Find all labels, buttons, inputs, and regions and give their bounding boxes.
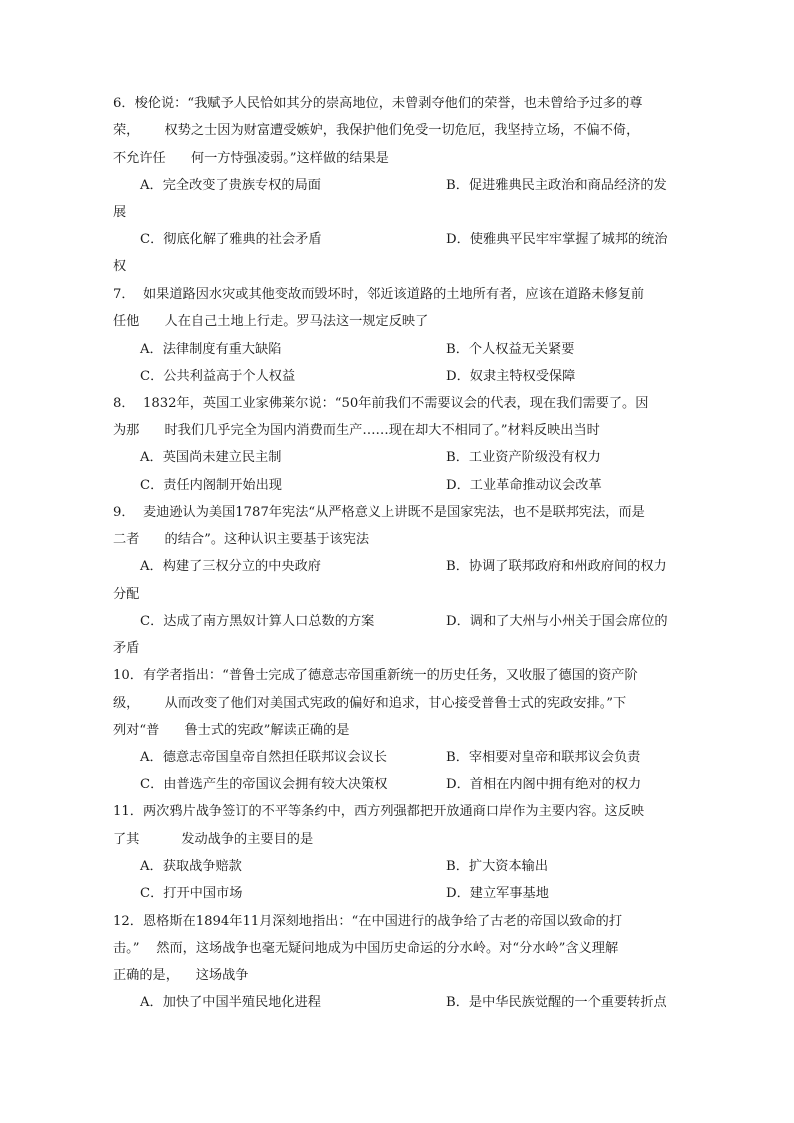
question-12-stem-line-1: 12．恩格斯在1894年11月深刻地指出：“在中国进行的战争给了古老的帝国以致命的打 bbox=[113, 914, 623, 929]
question-10-option-b: B．宰相要对皇帝和联邦议会负责 bbox=[446, 750, 641, 765]
question-9-stem-line-1: 9． 麦迪逊认为美国1787年宪法“从严格意义上讲既不是国家宪法，也不是联邦宪法，而是 bbox=[113, 505, 645, 520]
question-11-option-c: C．打开中国市场 bbox=[140, 886, 243, 901]
question-6-stem-line-2: 荣， 权势之士因为财富遭受嫉妒，我保护他们免受一切危厄，我坚持立场，不偏不倚， bbox=[113, 123, 640, 138]
question-9-option-b-wrap: 分配 bbox=[113, 587, 140, 602]
question-6-option-a: A．完全改变了贵族专权的局面 bbox=[140, 178, 321, 193]
question-8-option-c: C．责任内阁制开始出现 bbox=[140, 478, 282, 493]
question-10-stem-line-3: 列对“普 鲁士式的宪政”解读正确的是 bbox=[113, 723, 350, 738]
question-8-stem-line-2: 为那 时我们几乎完全为国内消费而生产……现在却大不相同了。”材料反映出当时 bbox=[113, 423, 600, 438]
question-6-option-c: C．彻底化解了雅典的社会矛盾 bbox=[140, 232, 322, 247]
question-7-option-c: C．公共利益高于个人权益 bbox=[140, 369, 296, 384]
question-9-option-a: A．构建了三权分立的中央政府 bbox=[140, 559, 321, 574]
question-6-option-b-wrap: 展 bbox=[113, 205, 127, 220]
question-10-option-a: A．德意志帝国皇帝自然担任联邦议会议长 bbox=[140, 750, 387, 765]
question-6-option-d: D．使雅典平民牢牢掌握了城邦的统治 bbox=[446, 232, 668, 247]
question-10-option-d: D．首相在内阁中拥有绝对的权力 bbox=[446, 777, 642, 792]
question-7-option-a: A．法律制度有重大缺陷 bbox=[140, 342, 282, 357]
question-8-option-a: A．英国尚未建立民主制 bbox=[140, 450, 282, 465]
question-10-stem-line-1: 10．有学者指出：“普鲁士完成了德意志帝国重新统一的历史任务，又收服了德国的资产阶 bbox=[113, 668, 638, 683]
question-11-option-d: D．建立军事基地 bbox=[446, 886, 549, 901]
question-12-option-b: B．是中华民族觉醒的一个重要转折点 bbox=[446, 995, 667, 1010]
question-11-stem-line-2: 了其 发动战争的主要目的是 bbox=[113, 832, 314, 847]
question-8-option-b: B．工业资产阶级没有权力 bbox=[446, 450, 601, 465]
question-12-stem-line-2: 击。” 然而，这场战争也毫无疑问地成为中国历史命运的分水岭。对“分水岭”含义理解 bbox=[113, 941, 619, 956]
question-11-stem-line-1: 11．两次鸦片战争签订的不平等条约中，西方列强都把开放通商口岸作为主要内容。这反映 bbox=[113, 804, 645, 819]
question-8-option-d: D．工业革命推动议会改革 bbox=[446, 478, 602, 493]
question-7-stem-line-2: 任他 人在自己土地上行走。罗马法这一规定反映了 bbox=[113, 314, 429, 329]
question-7-option-d: D．奴隶主特权受保障 bbox=[446, 369, 576, 384]
question-7-stem-line-1: 7． 如果道路因水灾或其他变故而毁坏时，邻近该道路的土地所有者，应该在道路未修复前 bbox=[113, 287, 645, 302]
question-6-option-b: B．促进雅典民主政治和商品经济的发 bbox=[446, 178, 667, 193]
question-6-stem-line-3: 不允许任 何一方恃强凌弱。”这样做的结果是 bbox=[113, 151, 389, 166]
question-11-option-b: B．扩大资本输出 bbox=[446, 859, 549, 874]
question-6-stem-line-1: 6．梭伦说：“我赋予人民恰如其分的崇高地位，未曾剥夺他们的荣誉，也未曾给予过多的尊 bbox=[113, 96, 643, 111]
question-12-option-a: A．加快了中国半殖民地化进程 bbox=[140, 995, 321, 1010]
question-7-option-b: B．个人权益无关紧要 bbox=[446, 342, 575, 357]
question-6-option-d-wrap: 权 bbox=[113, 259, 127, 274]
question-10-stem-line-2: 级， 从而改变了他们对美国式宪政的偏好和追求，甘心接受普鲁士式的宪政安排。”下 bbox=[113, 696, 627, 711]
question-9-option-c: C．达成了南方黑奴计算人口总数的方案 bbox=[140, 614, 375, 629]
question-9-option-d-wrap: 矛盾 bbox=[113, 641, 140, 656]
question-11-option-a: A．获取战争赔款 bbox=[140, 859, 242, 874]
question-9-option-b: B．协调了联邦政府和州政府间的权力 bbox=[446, 559, 667, 574]
question-9-option-d: D．调和了大州与小州关于国会席位的 bbox=[446, 614, 668, 629]
question-8-stem-line-1: 8． 1832年，英国工业家佛莱尔说：“50年前我们不需要议会的代表，现在我们需要了。因 bbox=[113, 396, 649, 411]
question-12-stem-line-3: 正确的是， 这场战争 bbox=[113, 968, 249, 983]
question-10-option-c: C．由普选产生的帝国议会拥有较大决策权 bbox=[140, 777, 388, 792]
question-9-stem-line-2: 二者 的结合”。这种认识主要基于该宪法 bbox=[113, 532, 370, 547]
